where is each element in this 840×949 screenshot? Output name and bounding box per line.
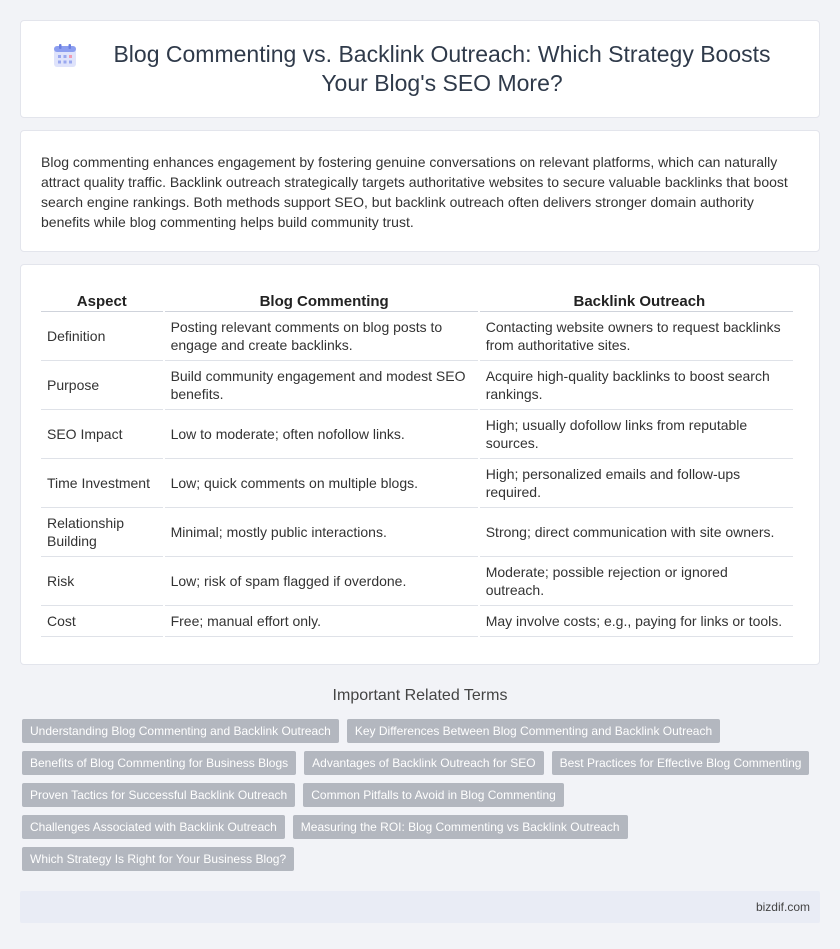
cell-backlink-outreach: High; personalized emails and follow-ups required.	[480, 459, 793, 508]
related-tags	[22, 719, 818, 871]
table-row	[41, 312, 793, 361]
cell-blog-commenting: Free; manual effort only.	[165, 606, 478, 637]
title-card	[20, 20, 820, 118]
table-row	[41, 557, 793, 606]
cell-blog-commenting: Low; quick comments on multiple blogs.	[165, 459, 478, 508]
header-backlink-outreach: Backlink Outreach	[480, 289, 793, 312]
intro-card	[20, 130, 820, 252]
cell-blog-commenting: Minimal; mostly public interactions.	[165, 508, 478, 557]
table-row	[41, 606, 793, 637]
cell-aspect: Risk	[41, 557, 163, 606]
footer-brand-link[interactable]: bizdif.com	[755, 900, 810, 914]
cell-aspect: Cost	[41, 606, 163, 637]
cell-blog-commenting: Posting relevant comments on blog posts to engage and create backlinks.	[165, 312, 478, 361]
related-tag[interactable]: Challenges Associated with Backlink Outreach	[22, 815, 285, 839]
comparison-table	[39, 289, 795, 637]
cell-aspect: Time Investment	[41, 459, 163, 508]
cell-backlink-outreach: Contacting website owners to request backlinks from authoritative sites.	[480, 312, 793, 361]
related-tag[interactable]: Which Strategy Is Right for Your Business Blog?	[22, 847, 294, 871]
table-row	[41, 361, 793, 410]
cell-aspect: Relationship Building	[41, 508, 163, 557]
table-row	[41, 459, 793, 508]
related-tag[interactable]: Best Practices for Effective Blog Commenting	[552, 751, 810, 775]
cell-aspect: Purpose	[41, 361, 163, 410]
cell-blog-commenting: Low to moderate; often nofollow links.	[165, 410, 478, 459]
cell-backlink-outreach: Acquire high-quality backlinks to boost search rankings.	[480, 361, 793, 410]
related-tag[interactable]: Benefits of Blog Commenting for Business Blogs	[22, 751, 296, 775]
intro-text: Blog commenting enhances engagement by fostering genuine conversations on relevant platforms, which can naturally attract quality traffic. Backlink outreach strategically targets authoritative websites to secure valuable backlinks that boost search engine rankings. Both methods support SEO, but backlink outreach often delivers stronger domain authority benefits while blog commenting helps build community trust.	[41, 154, 788, 230]
related-tag[interactable]: Advantages of Backlink Outreach for SEO	[304, 751, 543, 775]
cell-aspect: SEO Impact	[41, 410, 163, 459]
related-tag[interactable]: Measuring the ROI: Blog Commenting vs Backlink Outreach	[293, 815, 628, 839]
comparison-card	[20, 264, 820, 665]
footer	[20, 891, 820, 923]
cell-backlink-outreach: High; usually dofollow links from reputable sources.	[480, 410, 793, 459]
related-tag[interactable]: Common Pitfalls to Avoid in Blog Commenting	[303, 783, 564, 807]
table-row	[41, 410, 793, 459]
related-tag[interactable]: Key Differences Between Blog Commenting and Backlink Outreach	[347, 719, 720, 743]
calendar-grid-icon	[53, 44, 77, 68]
cell-backlink-outreach: May involve costs; e.g., paying for links or tools.	[480, 606, 793, 637]
page-title: Blog Commenting vs. Backlink Outreach: Which Strategy Boosts Your Blog's SEO More?	[113, 41, 771, 96]
cell-aspect: Definition	[41, 312, 163, 361]
header-blog-commenting: Blog Commenting	[165, 289, 478, 312]
cell-backlink-outreach: Strong; direct communication with site owners.	[480, 508, 793, 557]
related-terms-title: Important Related Terms	[332, 687, 508, 704]
cell-backlink-outreach: Moderate; possible rejection or ignored outreach.	[480, 557, 793, 606]
cell-blog-commenting: Low; risk of spam flagged if overdone.	[165, 557, 478, 606]
header-aspect: Aspect	[41, 289, 163, 312]
table-row	[41, 508, 793, 557]
related-tag[interactable]: Proven Tactics for Successful Backlink Outreach	[22, 783, 295, 807]
cell-blog-commenting: Build community engagement and modest SEO benefits.	[165, 361, 478, 410]
title-wrap	[53, 40, 787, 98]
related-tag[interactable]: Understanding Blog Commenting and Backlink Outreach	[22, 719, 339, 743]
